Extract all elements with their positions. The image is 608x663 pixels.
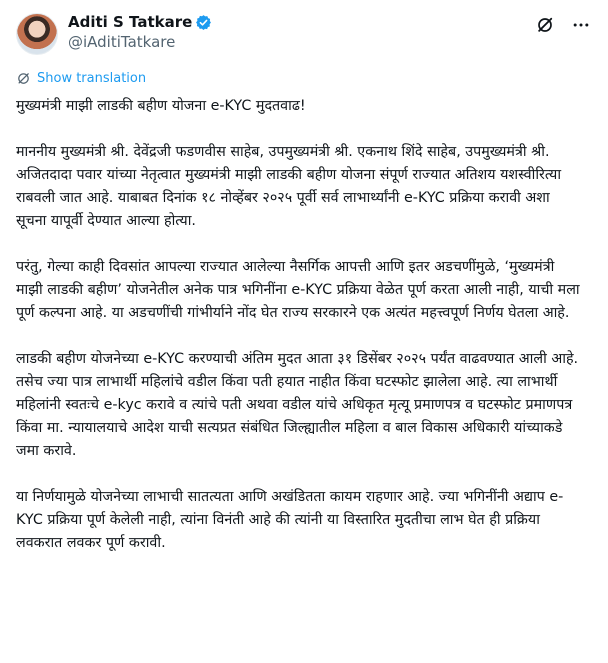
post-paragraph-2: परंतु, गेल्या काही दिवसांत आपल्या राज्यात आलेल्या नैसर्गिक आपत्ती आणि इतर अडचणींमुळे, ‘मुख्यमंत्री माझी लाडकी बहीण’ योजनेतील अनेक पात्र भगिनींना e-KYC प्रक्रिया वेळेत पूर्ण करता आली नाही, याची मला पूर्ण कल्पना आहे. या अडचणींची गांभीर्याने नोंद घेत राज्य सरकारने एक अत्यंत महत्त्वपूर्ण निर्णय घेतला आहे.	[16, 259, 580, 321]
post-paragraph-4: या निर्णयामुळे योजनेच्या लाभाची सातत्यता आणि अखंडितता कायम राहणार आहे. ज्या भगिनींनी अद्याप e-KYC प्रक्रिया पूर्ण केलेली नाही, त्यांना विनंती आहे की त्यांनी या विस्तारित मुदतीचा लाभ घेत ही प्रक्रिया लवकरात लवकर पूर्ण करावी.	[16, 489, 564, 551]
header-actions	[534, 14, 592, 36]
show-translation-link[interactable]: Show translation	[37, 70, 147, 86]
author-handle[interactable]: @iAditiTatkare	[68, 33, 176, 51]
avatar[interactable]	[16, 13, 58, 55]
author-display-name[interactable]: Aditi S Tatkare	[68, 13, 193, 31]
author-info	[68, 12, 212, 52]
name-row	[68, 12, 212, 32]
post-paragraph-1: माननीय मुख्यमंत्री श्री. देवेंद्रजी फडणवीस साहेब, उपमुख्यमंत्री श्री. एकनाथ शिंदे साहेब, उपमुख्यमंत्री श्री. अजितदादा पवार यांच्या नेतृत्वात मुख्यमंत्री माझी लाडकी बहीण योजना संपूर्ण राज्यात अतिशय यशस्वीरित्या राबवली जात आहे. याबाबत दिनांक १८ नोव्हेंबर २०२५ पूर्वी सर्व लाभार्थ्यांनी e-KYC प्रक्रिया करावी अशा सूचना यापूर्वी देण्यात आल्या होत्या.	[16, 144, 562, 229]
post-body	[16, 95, 584, 555]
verified-badge-icon[interactable]	[195, 14, 212, 31]
more-options-icon[interactable]	[570, 14, 592, 36]
post-paragraph-3: लाडकी बहीण योजनेच्या e-KYC करण्याची अंतिम मुदत आता ३१ डिसेंबर २०२५ पर्यंत वाढवण्यात आली आहे. तसेच ज्या पात्र लाभार्थी महिलांचे वडील किंवा पती हयात नाहीत किंवा घटस्फोट झालेला आहे. त्या लाभार्थी महिलांनी स्वतःचे e-kyc करावे व त्यांचे पती अथवा वडील यांचे अधिकृत मृत्यू प्रमाणपत्र व घटस्फोट प्रमाणपत्र किंवा मा. न्यायालयाचे आदेश याची सत्यप्रत संबंधित जिल्ह्यातील महिला व बाल विकास अधिकारी यांच्याकडे जमा करावे.	[16, 351, 579, 459]
grok-slash-icon[interactable]	[534, 14, 556, 36]
post-title-line: मुख्यमंत्री माझी लाडकी बहीण योजना e-KYC मुदतवाढ!	[16, 98, 306, 114]
post-header	[16, 12, 592, 64]
globe-translate-icon	[16, 71, 31, 86]
translate-row	[16, 67, 592, 89]
